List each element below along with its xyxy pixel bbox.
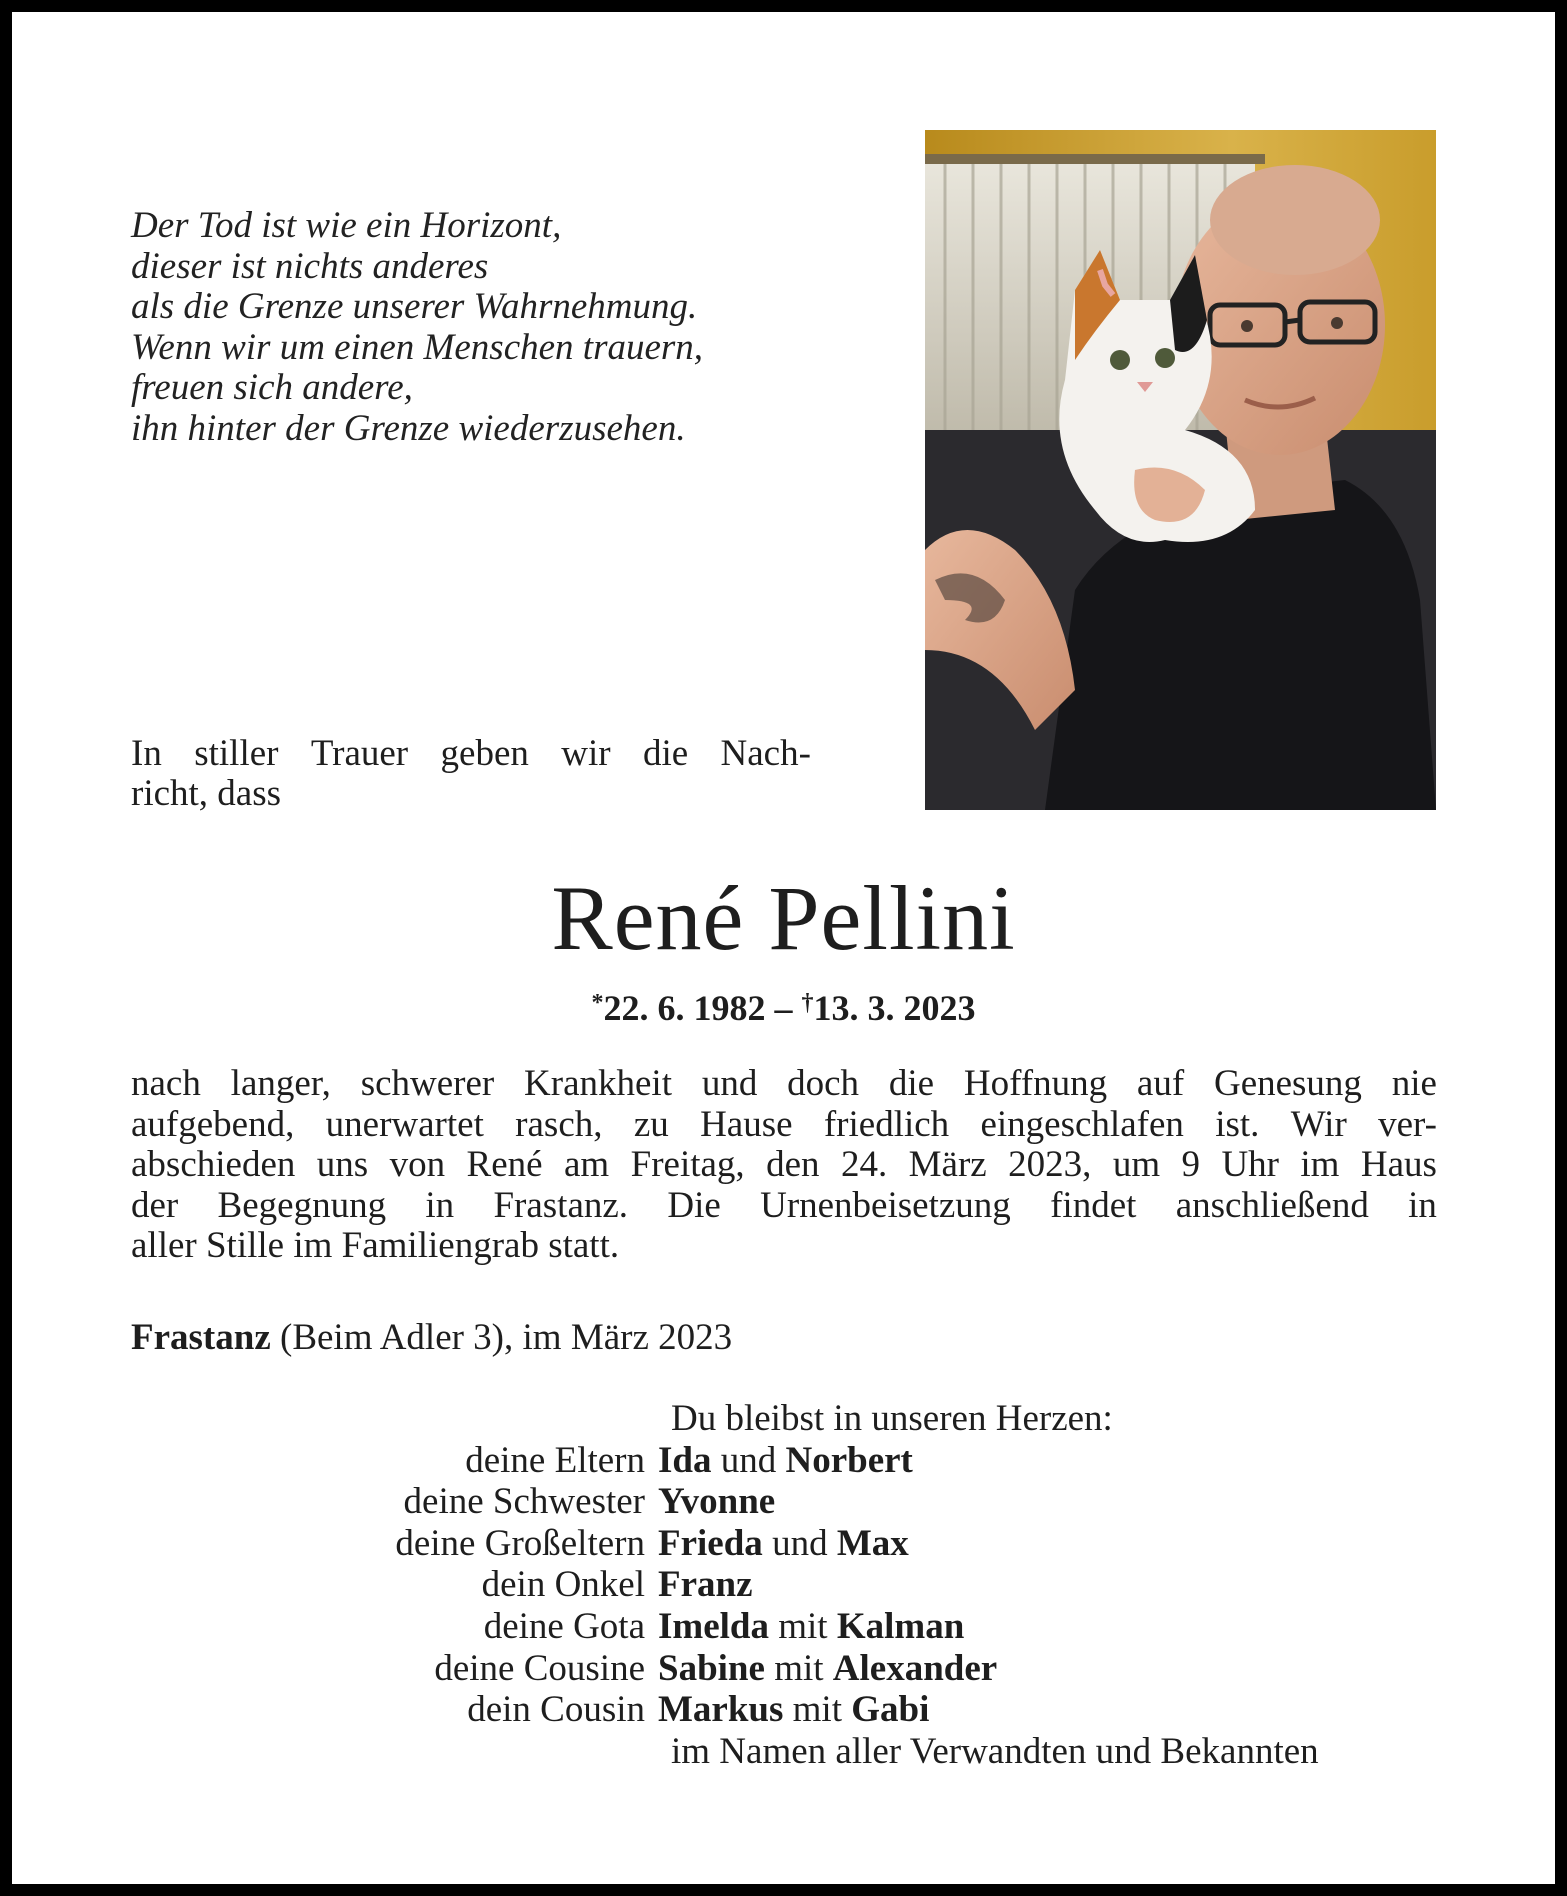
- body-line: [131, 1064, 1437, 1105]
- intro-word: stiller: [194, 733, 279, 774]
- death-date: 13. 3. 2023: [813, 988, 976, 1028]
- body-word: aufgebend,: [131, 1103, 295, 1145]
- mourner-names: [658, 1689, 929, 1731]
- body-word: René: [466, 1144, 543, 1185]
- body-word: Begegnung: [217, 1184, 387, 1226]
- intro-word: wir: [561, 733, 611, 774]
- body-word: Genesung: [1213, 1063, 1362, 1104]
- mourners-footer: im Namen aller Verwandten und Bekannten: [671, 1730, 1319, 1772]
- intro-word: In: [131, 733, 162, 774]
- poem-line: freuen sich andere,: [131, 367, 413, 408]
- body-word: findet: [1050, 1184, 1137, 1226]
- body-line-last: aller Stille im Familiengrab statt.: [131, 1225, 620, 1266]
- mourner-relation: deine Großeltern: [395, 1522, 645, 1564]
- body-word: rasch,: [515, 1103, 603, 1145]
- body-word: und: [701, 1063, 758, 1104]
- mourner-name: Yvonne: [658, 1481, 776, 1523]
- body-word: Freitag,: [630, 1144, 745, 1185]
- body-word: März: [908, 1144, 987, 1185]
- mourner-joiner: mit: [764, 1647, 833, 1689]
- body-word: schwerer: [360, 1063, 495, 1104]
- mourner-names: [658, 1564, 753, 1606]
- poem: [131, 206, 703, 449]
- deceased-name: René Pellini: [551, 867, 1016, 969]
- mourner-relation: deine Eltern: [465, 1439, 645, 1481]
- death-symbol: †: [801, 990, 814, 1016]
- mourner-names: [658, 1606, 964, 1648]
- body-word: eingeschlafen: [980, 1103, 1184, 1145]
- body-word: um: [1112, 1144, 1161, 1185]
- announcement-body: [131, 1064, 1437, 1267]
- body-word: die: [888, 1063, 935, 1104]
- body-word: am: [564, 1144, 610, 1185]
- mourner-row: [0, 1481, 1567, 1523]
- body-word: doch: [787, 1063, 860, 1104]
- body-word: Die: [667, 1184, 721, 1226]
- mourner-row: [0, 1564, 1567, 1606]
- birth-symbol: *: [591, 990, 604, 1016]
- mourner-names: [658, 1523, 909, 1565]
- body-line: [131, 1145, 1437, 1186]
- mourner-name: Gabi: [851, 1689, 930, 1731]
- mourner-name: Alexander: [832, 1647, 998, 1689]
- body-word: zu: [633, 1103, 669, 1145]
- place-rest: (Beim Adler 3), im März 2023: [270, 1317, 733, 1358]
- portrait-photo: [925, 130, 1436, 810]
- mourner-row: [0, 1523, 1567, 1565]
- mourner-relation: deine Cousine: [434, 1647, 645, 1689]
- mourner-name: Max: [836, 1522, 909, 1564]
- date-dash: –: [765, 988, 802, 1028]
- mourner-joiner: und: [711, 1439, 786, 1481]
- body-word: ver-: [1378, 1103, 1437, 1145]
- body-word: den: [766, 1144, 820, 1185]
- poem-line: als die Grenze unserer Wahrnehmung.: [131, 286, 698, 327]
- body-word: Uhr: [1221, 1144, 1279, 1185]
- intro-word: geben: [440, 733, 529, 774]
- body-word: nach: [131, 1063, 201, 1104]
- body-word: Krankheit: [524, 1063, 672, 1104]
- body-word: in: [1408, 1184, 1437, 1226]
- birth-date: 22. 6. 1982: [603, 988, 766, 1028]
- body-word: abschieden: [131, 1144, 296, 1185]
- mourner-joiner: mit: [783, 1689, 852, 1731]
- body-word: uns: [316, 1144, 369, 1185]
- body-word: Hause: [700, 1103, 793, 1145]
- body-word: 9: [1181, 1144, 1201, 1185]
- poem-line: Wenn wir um einen Menschen trauern,: [131, 326, 704, 368]
- mourner-name: Sabine: [658, 1647, 765, 1689]
- poem-line: ihn hinter der Grenze wiederzusehen.: [131, 407, 686, 449]
- mourner-relation: dein Cousin: [467, 1689, 645, 1731]
- intro-word: die: [642, 733, 689, 774]
- mourners-heading: Du bleibst in unseren Herzen:: [671, 1398, 1113, 1439]
- body-line: [131, 1105, 1437, 1146]
- body-word: Frastanz.: [493, 1184, 629, 1226]
- mourner-row: [0, 1648, 1567, 1690]
- mourner-relation: dein Onkel: [481, 1564, 645, 1606]
- body-word: nie: [1391, 1063, 1437, 1104]
- intro-word: Trauer: [310, 733, 409, 774]
- body-line: [131, 1186, 1437, 1227]
- intro-line-1: [131, 734, 811, 774]
- body-word: auf: [1136, 1063, 1185, 1104]
- intro-line-2: richt, dass: [131, 773, 282, 814]
- body-word: im: [1300, 1144, 1340, 1185]
- body-word: 2023,: [1008, 1144, 1092, 1185]
- mourner-names: [658, 1481, 775, 1523]
- place-town: Frastanz: [131, 1317, 271, 1358]
- mourner-name: Franz: [658, 1564, 753, 1606]
- mourner-name: Norbert: [785, 1439, 913, 1481]
- body-word: friedlich: [823, 1103, 950, 1145]
- body-word: Haus: [1360, 1144, 1437, 1185]
- body-word: unerwartet: [325, 1103, 484, 1145]
- intro-text: [131, 734, 811, 814]
- mourner-row: [0, 1440, 1567, 1482]
- intro-word: Nach-: [720, 733, 811, 774]
- body-word: Hoffnung: [963, 1063, 1108, 1104]
- body-word: Urnenbeisetzung: [760, 1184, 1011, 1226]
- body-word: in: [425, 1184, 455, 1226]
- body-word: ist.: [1215, 1103, 1260, 1145]
- poem-line: dieser ist nichts anderes: [131, 245, 489, 287]
- mourner-name: Markus: [658, 1689, 784, 1731]
- mourner-name: Kalman: [836, 1605, 965, 1647]
- mourner-row: [0, 1689, 1567, 1731]
- mourner-joiner: mit: [769, 1605, 837, 1647]
- poem-line: Der Tod ist wie ein Horizont,: [131, 205, 562, 246]
- body-word: von: [389, 1144, 446, 1185]
- mourner-names: [658, 1440, 913, 1482]
- mourner-joiner: und: [762, 1522, 837, 1564]
- mourner-row: [0, 1606, 1567, 1648]
- mourner-name: Ida: [658, 1439, 712, 1481]
- mourner-name: Frieda: [658, 1522, 763, 1564]
- mourner-relation: deine Schwester: [403, 1481, 645, 1523]
- body-word: langer,: [230, 1063, 331, 1104]
- mourner-relation: deine Gota: [483, 1605, 645, 1647]
- mourner-name: Imelda: [658, 1605, 769, 1647]
- body-word: anschließend: [1175, 1184, 1369, 1226]
- body-word: 24.: [840, 1144, 888, 1185]
- mourner-names: [658, 1648, 997, 1690]
- body-word: Wir: [1290, 1103, 1347, 1145]
- life-dates: [0, 981, 1567, 1030]
- mourners-list: [0, 1398, 1567, 1772]
- place-date: [131, 1318, 732, 1358]
- body-word: der: [131, 1184, 179, 1226]
